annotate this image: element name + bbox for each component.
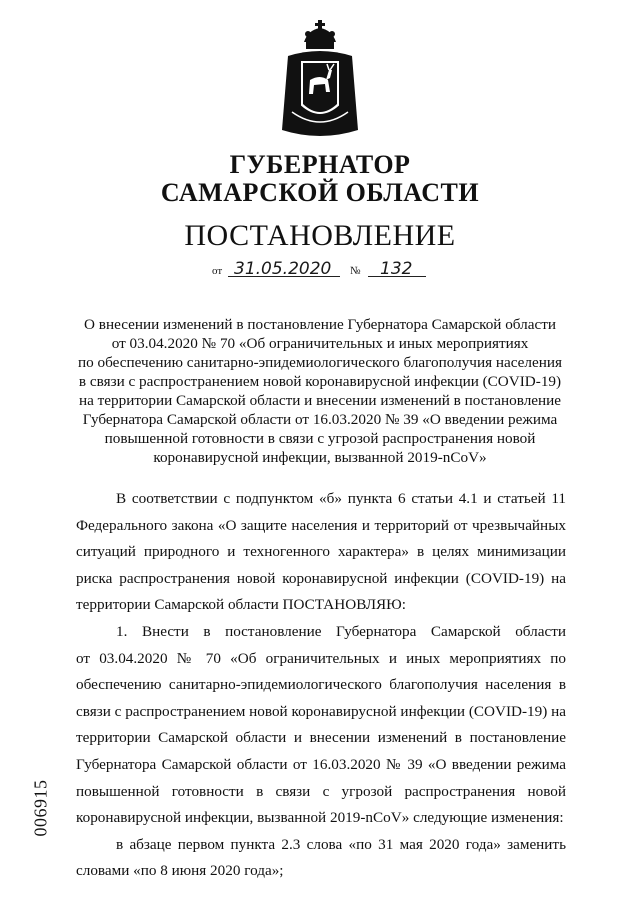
- subject-line: Губернатора Самарской области от 16.03.2020 № 39 «О введении режима: [82, 411, 558, 428]
- body-line: в абзаце первом пункта 2.3 слова «по 31 мая 2020 года» заменить: [116, 835, 566, 853]
- document-subject: [70, 315, 570, 467]
- body-line: Федерального закона «О защите населения и территорий от чрезвычайных: [76, 516, 566, 534]
- subject-line: от 03.04.2020 № 70 «Об ограничительных и иных мероприятиях: [111, 335, 529, 352]
- body-line: словами «по 8 июня 2020 года»;: [76, 862, 284, 880]
- body-line: территории Самарской области и внесении изменений в постановление: [76, 729, 566, 747]
- subject-line: О внесении изменений в постановление Губернатора Самарской области: [84, 316, 556, 333]
- registration-number-text: 006915: [30, 779, 51, 837]
- document-number: 132: [380, 259, 413, 279]
- body-line: повышенной готовности в связи с угрозой распространения новой: [76, 782, 566, 800]
- body-line: связи с распространением новой коронавирусной инфекции (COVID-19) на: [76, 702, 566, 720]
- body-line: коронавирусной инфекции, вызванной 2019-nCoV» следующие изменения:: [76, 809, 564, 827]
- number-label: №: [350, 265, 361, 277]
- subject-line: по обеспечению санитарно-эпидемиологического благополучия населения: [78, 354, 562, 371]
- governor-title: ГУБЕРНАТОР: [229, 150, 411, 179]
- side-registration-number: [16, 748, 66, 868]
- region-title: САМАРСКОЙ ОБЛАСТИ: [160, 178, 480, 207]
- subject-line: в связи с распространением новой коронавирусной инфекции (COVID-19): [78, 373, 562, 390]
- subject-line: на территории Самарской области и внесении изменений в постановление: [78, 392, 562, 409]
- document-body: [76, 486, 566, 885]
- body-line: территории Самарской области ПОСТАНОВЛЯЮ:: [76, 596, 406, 614]
- body-line: от 03.04.2020 № 70 «Об ограничительных и иных мероприятиях по: [76, 649, 566, 667]
- coat-of-arms-emblem: [278, 20, 362, 144]
- body-line: 1. Внести в постановление Губернатора Самарской области: [116, 622, 566, 640]
- date-number-line: [212, 259, 442, 281]
- body-line: обеспечению санитарно-эпидемиологического благополучия населения в: [76, 676, 566, 694]
- date-label: от: [212, 265, 223, 277]
- document-type: ПОСТАНОВЛЕНИЕ: [184, 219, 456, 252]
- body-line: Губернатора Самарской области от 16.03.2020 № 39 «О введении режима: [76, 755, 566, 773]
- subject-line: повышенной готовности в связи с угрозой распространения новой: [104, 430, 536, 447]
- document-date: 31.05.2020: [234, 259, 332, 279]
- body-line: риска распространения новой коронавирусной инфекции (COVID-19) на: [76, 569, 566, 587]
- body-line: ситуаций природного и техногенного характера» в целях минимизации: [76, 543, 566, 561]
- subject-line: коронавирусной инфекции, вызванной 2019-nCoV»: [153, 449, 487, 466]
- body-line: В соответствии с подпунктом «б» пункта 6 статьи 4.1 и статьей 11: [116, 490, 566, 507]
